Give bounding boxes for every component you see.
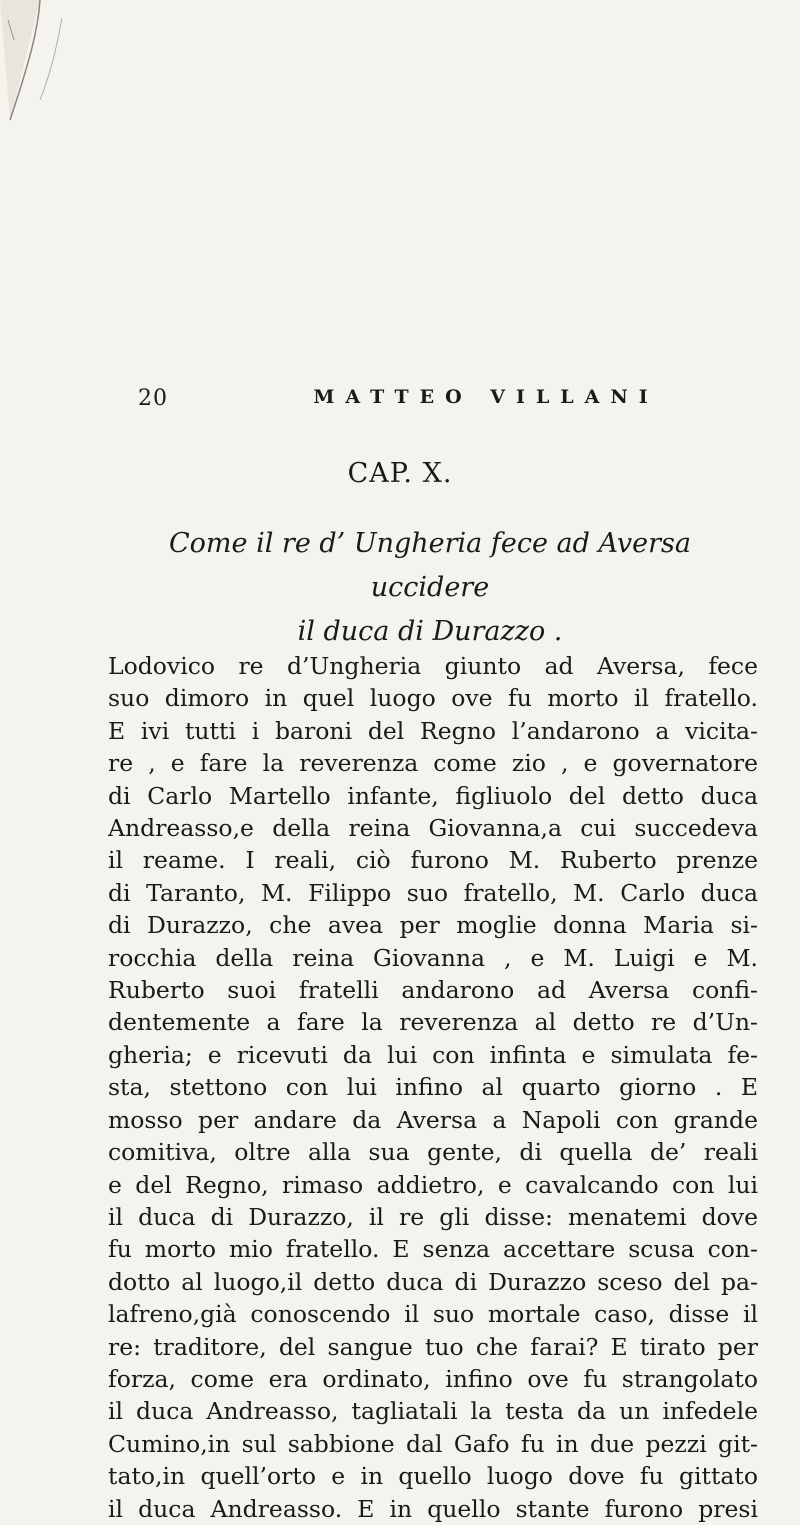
text-line: dotto al luogo,il detto duca di Durazzo sceso del pa- — [108, 1267, 758, 1296]
text-line: suo dimoro in quel luogo ove fu morto il fratello. — [108, 684, 758, 713]
chapter-heading-line: Come il re d’ Ungheria fece ad Aversa uccidere — [169, 528, 691, 603]
chapter-heading — [110, 522, 750, 654]
text-line: di Taranto, M. Filippo suo fratello, M. Carlo duca — [108, 878, 758, 907]
text-line: Ruberto suoi fratelli andarono ad Aversa confi- — [108, 976, 758, 1005]
text-line: Cumino,in sul sabbione dal Gafo fu in due pezzi git- — [108, 1429, 758, 1458]
text-line: Andreasso,e della reina Giovanna,a cui succedeva — [108, 814, 758, 843]
page-number: 20 — [138, 386, 168, 411]
text-line: e del Regno, rimaso addietro, e cavalcando con lui — [108, 1170, 758, 1199]
page-corner-fold-mark — [0, 0, 120, 140]
text-line: gheria; e ricevuti da lui con infinta e simulata fe- — [108, 1040, 758, 1069]
text-line: sta, stettono con lui infino al quarto giorno . E — [108, 1073, 758, 1102]
text-line: tato,in quell’orto e in quello luogo dove fu gittato — [108, 1462, 758, 1491]
text-line: il duca di Durazzo, il re gli disse: menatemi dove — [108, 1202, 758, 1231]
text-line: lafreno,già conoscendo il suo mortale caso, disse il — [108, 1300, 758, 1329]
text-line: re: traditore, del sangue tuo che farai? E tirato per — [108, 1332, 758, 1361]
text-line: il reame. I reali, ciò furono M. Ruberto prenze — [108, 846, 758, 875]
text-line: dentemente a fare la reverenza al detto re d’Un- — [108, 1008, 758, 1037]
running-title: MATTEO VILLANI — [313, 386, 659, 408]
text-line: di Carlo Martello infante, figliuolo del detto duca — [108, 781, 758, 810]
chapter-number: CAP. X. — [347, 458, 453, 489]
running-head — [138, 386, 748, 420]
text-line: re , e fare la reverenza come zio , e governatore — [108, 749, 758, 778]
text-line: forza, come era ordinato, infino ove fu strangolato — [108, 1364, 758, 1393]
text-line: comitiva, oltre alla sua gente, di quella de’ reali — [108, 1138, 758, 1167]
text-line: fu morto mio fratello. E senza accettare scusa con- — [108, 1235, 758, 1264]
chapter-heading-line: il duca di Durazzo . — [297, 616, 563, 647]
text-line: E ivi tutti i baroni del Regno l’andarono a vicita- — [108, 716, 758, 745]
body-text — [108, 650, 758, 1525]
text-line: di Durazzo, che avea per moglie donna Maria si- — [108, 911, 758, 940]
text-line: il duca Andreasso, tagliatali la testa da un infedele — [108, 1397, 758, 1426]
text-line: Lodovico re d’Ungheria giunto ad Aversa, fece — [108, 652, 758, 680]
text-line: rocchia della reina Giovanna , e M. Luigi e M. — [108, 943, 758, 972]
text-line: mosso per andare da Aversa a Napoli con grande — [108, 1105, 758, 1134]
text-line: il duca Andreasso. E in quello stante furono presi — [108, 1494, 758, 1523]
